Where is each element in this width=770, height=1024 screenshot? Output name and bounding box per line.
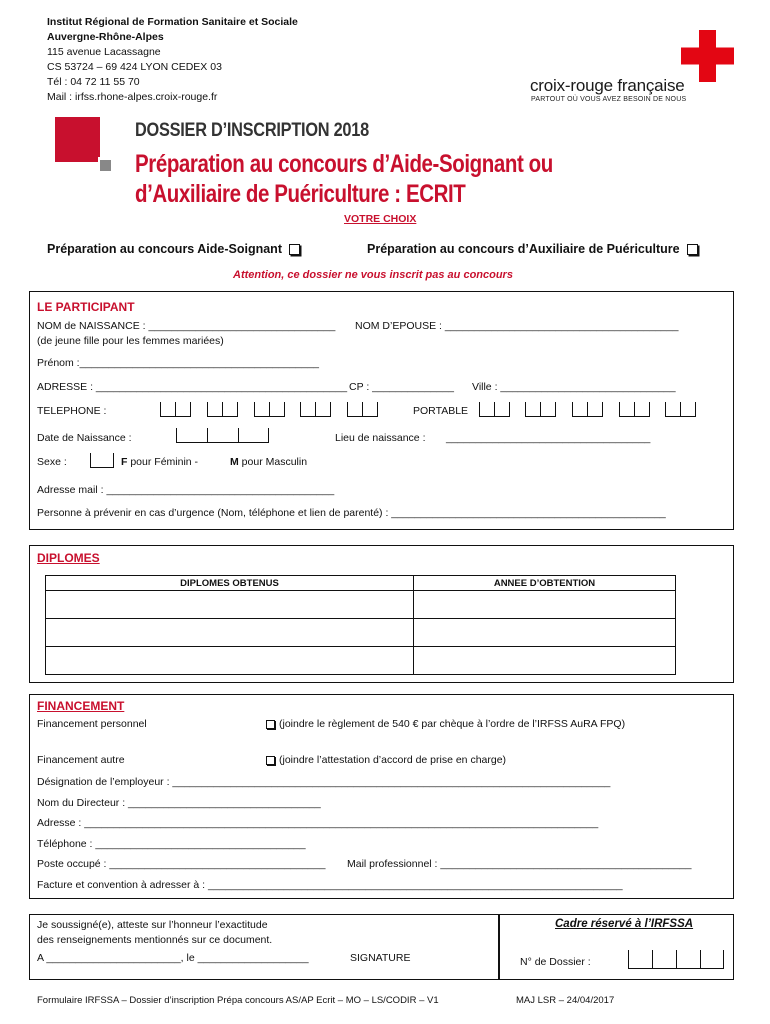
attestation-line-1: Je soussigné(e), atteste sur l’honneur l’exactitude: [37, 919, 268, 931]
brand-name: croix-rouge française: [530, 76, 685, 95]
portable-digits-4[interactable]: [619, 402, 650, 417]
main-title-line-2: d’Auxiliaire de Puériculture : ECRIT: [135, 180, 466, 208]
diplomes-header-row: [46, 576, 676, 591]
sexe-f-text: pour Féminin -: [130, 456, 199, 468]
portable-digits-5[interactable]: [665, 402, 696, 417]
lieu-naissance-field[interactable]: ___________________________________: [446, 432, 651, 444]
diplomes-col-annee: ANNEE D’OBTENTION: [414, 576, 676, 591]
financement-autre-checkbox[interactable]: [266, 756, 275, 765]
signature-label: SIGNATURE: [350, 952, 411, 964]
portable-digits-1[interactable]: [479, 402, 510, 417]
diplome-cell[interactable]: [46, 647, 414, 675]
telephone-digits-2[interactable]: [207, 402, 238, 417]
financement-title: FINANCEMENT: [37, 699, 125, 713]
date-naissance-digits[interactable]: [176, 428, 269, 443]
portable-label: PORTABLE: [413, 405, 469, 417]
main-title-line-1: Préparation au concours d’Aide-Soignant ou: [135, 150, 553, 178]
diplomes-table: [45, 575, 676, 675]
adresse-field[interactable]: ADRESSE : ___________________________________________: [37, 381, 348, 393]
footer-left: Formulaire IRFSSA – Dossier d’inscription Prépa concours AS/AP Ecrit – MO – LS/CODIR – V1: [37, 995, 439, 1006]
sexe-label: Sexe :: [37, 456, 67, 468]
sexe-m-text: pour Masculin: [241, 456, 308, 468]
ville-field[interactable]: Ville : ______________________________: [472, 381, 676, 393]
sexe-m-letter: M: [230, 456, 239, 468]
sexe-f-option: [121, 456, 198, 468]
cp-field[interactable]: CP : ______________: [349, 381, 454, 393]
financement-autre-text: (joindre l’attestation d’accord de prise en charge): [279, 754, 507, 766]
mail-pro-field[interactable]: Mail professionnel : ___________________________________________: [347, 858, 692, 870]
table-row: [46, 619, 676, 647]
irfss-logo-icon: [55, 117, 113, 172]
table-row: [46, 591, 676, 619]
annee-cell[interactable]: [414, 647, 676, 675]
dossier-number-label: N° de Dossier :: [520, 956, 591, 968]
annee-cell[interactable]: [414, 591, 676, 619]
institute-address-1: 115 avenue Lacassagne: [47, 46, 161, 58]
employeur-field[interactable]: Désignation de l’employeur : ___________________________________________________________________________: [37, 776, 611, 788]
table-row: [46, 647, 676, 675]
institute-phone: Tél : 04 72 11 55 70: [47, 76, 140, 88]
lieu-date-field[interactable]: A _______________________, le ___________________: [37, 952, 309, 964]
portable-digits-2[interactable]: [525, 402, 556, 417]
reserved-title: Cadre réservé à l’IRFSSA: [555, 918, 694, 930]
sexe-f-letter: F: [121, 456, 128, 468]
telephone-digits-1[interactable]: [160, 402, 191, 417]
choice-warning: Attention, ce dossier ne vous inscrit pas au concours: [233, 269, 513, 281]
institute-address-2: CS 53724 – 69 424 LYON CEDEX 03: [47, 61, 222, 73]
poste-field[interactable]: Poste occupé : _____________________________________: [37, 858, 326, 870]
brand-tagline: PARTOUT OÙ VOUS AVEZ BESOIN DE NOUS: [531, 96, 687, 103]
email-field[interactable]: Adresse mail : _______________________________________: [37, 484, 335, 496]
financement-telephone-field[interactable]: Téléphone : ____________________________________: [37, 838, 306, 850]
diplome-cell[interactable]: [46, 591, 414, 619]
footer-right: MAJ LSR – 24/04/2017: [516, 995, 615, 1006]
participant-title: LE PARTICIPANT: [37, 300, 135, 314]
nom-naissance-field[interactable]: NOM de NAISSANCE : ________________________________: [37, 320, 336, 332]
choice-as-checkbox[interactable]: [289, 244, 300, 255]
choice-option-as-label: Préparation au concours Aide-Soignant: [47, 242, 282, 256]
financement-adresse-field[interactable]: Adresse : ________________________________________________________________________________________: [37, 817, 599, 829]
telephone-digits-3[interactable]: [254, 402, 285, 417]
attestation-line-2: des renseignements mentionnés sur ce document.: [37, 934, 273, 946]
telephone-digits-5[interactable]: [347, 402, 378, 417]
choice-option-ap-label: Préparation au concours d’Auxiliaire de Puériculture: [367, 242, 680, 256]
jeune-fille-note: (de jeune fille pour les femmes mariées): [37, 335, 224, 347]
prenom-field[interactable]: Prénom :_________________________________________: [37, 357, 320, 369]
financement-perso-option[interactable]: [266, 718, 625, 730]
facture-field[interactable]: Facture et convention à adresser à : _______________________________________________________________________: [37, 879, 623, 891]
nom-epouse-field[interactable]: NOM D’EPOUSE : ________________________________________: [355, 320, 679, 332]
choice-heading: VOTRE CHOIX: [344, 213, 417, 225]
diplomes-col-obtenus: DIPLOMES OBTENUS: [46, 576, 414, 591]
financement-autre-option[interactable]: [266, 754, 506, 766]
urgence-field[interactable]: Personne à prévenir en cas d’urgence (Nom, téléphone et lien de parenté) : _______________________________________________: [37, 507, 666, 519]
dossier-title: DOSSIER D’INSCRIPTION 2018: [135, 120, 369, 141]
institute-region: Auvergne-Rhône-Alpes: [47, 31, 164, 43]
directeur-field[interactable]: Nom du Directeur : _________________________________: [37, 797, 321, 809]
portable-digits-3[interactable]: [572, 402, 603, 417]
lieu-naissance-label: Lieu de naissance :: [335, 432, 426, 444]
financement-perso-label: Financement personnel: [37, 718, 147, 730]
date-naissance-label: Date de Naissance :: [37, 432, 132, 444]
sexe-box[interactable]: [90, 453, 114, 468]
financement-autre-label: Financement autre: [37, 754, 125, 766]
telephone-digits-4[interactable]: [300, 402, 331, 417]
financement-perso-text: (joindre le règlement de 540 € par chèque à l’ordre de l’IRFSS AuRA FPQ): [279, 718, 626, 730]
telephone-label: TELEPHONE :: [37, 405, 107, 417]
annee-cell[interactable]: [414, 619, 676, 647]
choice-option-as[interactable]: [47, 242, 300, 256]
dossier-number-digits[interactable]: [628, 950, 724, 969]
sexe-m-option: [230, 456, 307, 468]
diplome-cell[interactable]: [46, 619, 414, 647]
diplomes-title: DIPLOMES: [37, 551, 100, 565]
choice-ap-checkbox[interactable]: [687, 244, 698, 255]
choice-option-ap[interactable]: [367, 242, 698, 256]
institute-name: Institut Régional de Formation Sanitaire et Sociale: [47, 16, 298, 28]
financement-perso-checkbox[interactable]: [266, 720, 275, 729]
institute-mail: Mail : irfss.rhone-alpes.croix-rouge.fr: [47, 91, 218, 103]
red-cross-icon: [681, 30, 734, 82]
